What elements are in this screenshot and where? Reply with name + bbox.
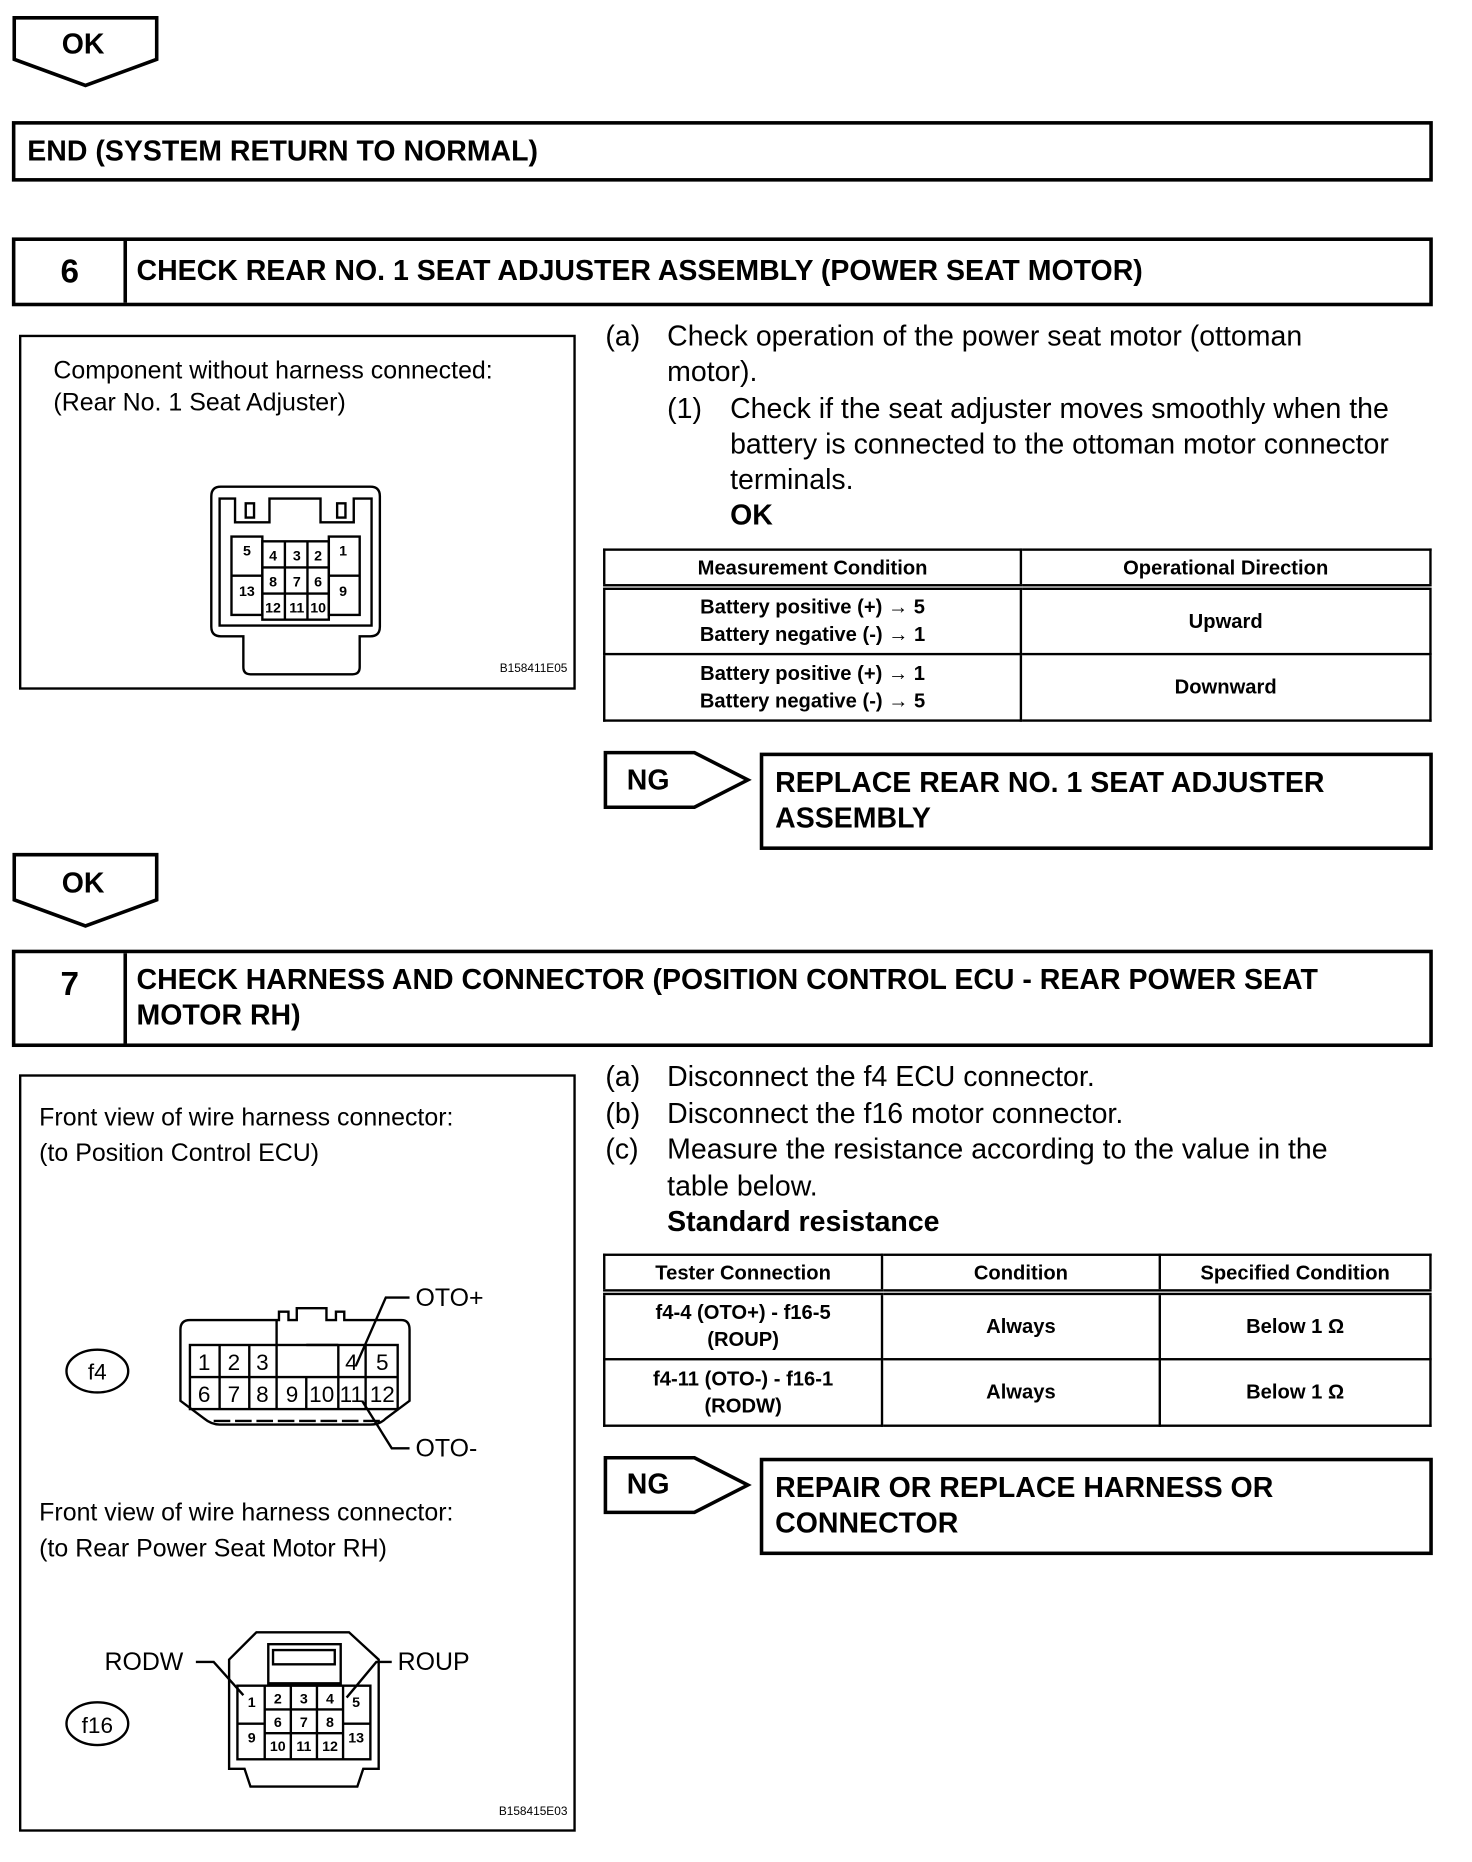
- pin-label: 5: [375, 1349, 389, 1375]
- column-header: Measurement Condition: [604, 550, 1021, 587]
- step-title: CHECK HARNESS AND CONNECTOR (POSITION CONTROL ECU - REAR POWER SEAT: [136, 963, 1318, 996]
- diagram-caption: Front view of wire harness connector:: [39, 1104, 454, 1132]
- ok-label-1: OK: [61, 28, 105, 61]
- condition-cell: Battery negative (-) → 5: [699, 689, 926, 712]
- instruction-line: Measure the resistance according to the value in the: [667, 1133, 1328, 1166]
- table-row: [604, 653, 1430, 719]
- condition-cell: Always: [882, 1292, 1160, 1358]
- pin-label: 12: [322, 1738, 338, 1755]
- pin-label: 4: [345, 1349, 358, 1375]
- instruction-line: terminals.: [730, 464, 854, 497]
- instruction-label: (a): [605, 320, 641, 353]
- ok-label-2: OK: [61, 867, 105, 900]
- ng-action-box: [760, 1458, 1433, 1555]
- pin-label: 4: [269, 548, 277, 565]
- instructions-7: [605, 1060, 1436, 1241]
- column-header: Operational Direction: [1021, 550, 1431, 587]
- pin-label: 5: [352, 1695, 361, 1712]
- spec-cell: Below 1 Ω: [1160, 1292, 1431, 1358]
- wire-label-roup: ROUP: [397, 1648, 470, 1677]
- table-row: [604, 1292, 1430, 1358]
- figure-code: B158411E05: [499, 660, 568, 675]
- standard-label: Standard resistance: [667, 1206, 940, 1239]
- condition-cell: Battery negative (-) → 1: [699, 623, 926, 647]
- condition-cell: Always: [882, 1359, 1160, 1425]
- pin-label: 7: [227, 1381, 241, 1407]
- direction-cell: Upward: [1021, 587, 1431, 653]
- diagram-caption: (Rear No. 1 Seat Adjuster): [53, 389, 346, 417]
- ng-label-7: NG: [626, 1468, 670, 1501]
- pin-label: 11: [339, 1381, 364, 1407]
- table-row: [604, 1359, 1430, 1425]
- direction-cell: Downward: [1021, 653, 1431, 719]
- spec-cell: Below 1 Ω: [1160, 1359, 1431, 1425]
- connection-cell: (ROUP): [707, 1328, 779, 1352]
- pin-label: 1: [247, 1695, 256, 1712]
- diagram-caption: (to Position Control ECU): [39, 1139, 320, 1167]
- connector-tag: f16: [81, 1713, 114, 1739]
- wire-label-rodw: RODW: [104, 1648, 184, 1677]
- diagram-caption: Component without harness connected:: [53, 357, 493, 385]
- pin-label: 7: [299, 1715, 308, 1732]
- pin-label: 2: [227, 1349, 241, 1375]
- pin-label: 4: [326, 1691, 334, 1708]
- pin-label: 11: [289, 600, 305, 617]
- operation-table: [603, 548, 1432, 721]
- step-number: 7: [60, 965, 80, 1002]
- pin-label: 9: [285, 1381, 299, 1407]
- pin-label: 12: [369, 1381, 395, 1407]
- instruction-text: [730, 392, 1442, 534]
- connection-cell: (RODW): [704, 1394, 782, 1417]
- pin-label: 12: [265, 600, 281, 617]
- instruction-line: Check if the seat adjuster moves smoothly when the: [730, 392, 1389, 425]
- instruction-label: (a): [605, 1061, 641, 1094]
- connection-cell: f4-4 (OTO+) - f16-5: [655, 1301, 831, 1324]
- pin-label: 13: [238, 583, 255, 600]
- pin-label: 10: [309, 1381, 335, 1407]
- pin-label: 1: [197, 1349, 211, 1375]
- end-box: [12, 121, 1433, 182]
- ng-label-6: NG: [626, 764, 670, 797]
- pin-label: 6: [197, 1381, 211, 1407]
- instruction-text: Disconnect the f4 ECU connector.: [667, 1061, 1095, 1094]
- pin-label: 3: [292, 548, 301, 565]
- pin-label: 3: [299, 1691, 308, 1708]
- condition-cell: Battery positive (+) → 1: [700, 661, 925, 685]
- step-title: CHECK REAR NO. 1 SEAT ADJUSTER ASSEMBLY (POWER SEAT MOTOR): [136, 255, 1143, 288]
- connection-cell: f4-11 (OTO-) - f16-1: [653, 1366, 834, 1390]
- instruction-line: battery is connected to the ottoman motor connector: [730, 428, 1389, 461]
- diagram-caption: (to Rear Power Seat Motor RH): [39, 1534, 387, 1563]
- column-header: Condition: [882, 1255, 1160, 1292]
- pin-label: 8: [269, 574, 277, 591]
- step-title: MOTOR RH): [136, 999, 301, 1032]
- figure-code: B158415E03: [498, 1804, 568, 1819]
- step-7-header: [12, 950, 1433, 1047]
- pin-label: 9: [247, 1730, 256, 1747]
- resistance-table: [603, 1254, 1432, 1427]
- wire-label-oto-plus: OTO+: [415, 1283, 484, 1312]
- instruction-label: (b): [605, 1097, 641, 1130]
- column-header: Specified Condition: [1160, 1255, 1431, 1292]
- pin-label: 10: [269, 1738, 286, 1755]
- ng-action-text: CONNECTOR: [775, 1507, 959, 1540]
- column-header: Tester Connection: [604, 1255, 882, 1292]
- pin-label: 6: [314, 574, 323, 591]
- condition-cell: Battery positive (+) → 5: [700, 596, 925, 619]
- connector-tag: f4: [87, 1359, 107, 1385]
- diagram-caption: Front view of wire harness connector:: [39, 1499, 454, 1527]
- table-row: [604, 587, 1430, 653]
- pin-label: 13: [348, 1730, 365, 1747]
- instruction-text: Disconnect the f16 motor connector.: [667, 1097, 1124, 1130]
- pin-label: 2: [273, 1691, 282, 1708]
- connector-diagram-harness: [19, 1074, 576, 1831]
- instruction-label: (1): [667, 392, 702, 425]
- step-number: 6: [60, 252, 80, 290]
- ng-action-text: REPLACE REAR NO. 1 SEAT ADJUSTER: [775, 766, 1325, 799]
- instruction-line: Check operation of the power seat motor (ottoman: [667, 320, 1303, 353]
- pin-label: 5: [242, 543, 251, 560]
- instruction-line: motor).: [667, 356, 758, 389]
- result-label: OK: [730, 499, 773, 532]
- pin-label: 8: [256, 1381, 269, 1407]
- instruction-text: [667, 319, 1427, 390]
- ng-action-text: REPAIR OR REPLACE HARNESS OR: [775, 1472, 1274, 1505]
- pin-label: 9: [339, 583, 348, 600]
- pin-label: 7: [292, 574, 301, 591]
- pin-label: 11: [296, 1738, 312, 1755]
- pin-label: 1: [339, 543, 348, 560]
- connector-diagram-seat-adjuster: [19, 335, 576, 690]
- wire-label-oto-minus: OTO-: [415, 1434, 478, 1463]
- step-6-header: [12, 237, 1433, 306]
- ng-action-box: [760, 753, 1433, 850]
- end-box-text: END (SYSTEM RETURN TO NORMAL): [27, 135, 539, 168]
- ng-action-text: ASSEMBLY: [775, 802, 931, 835]
- instruction-label: (c): [605, 1133, 639, 1166]
- pin-label: 10: [310, 600, 327, 617]
- pin-label: 2: [314, 548, 323, 565]
- pin-label: 6: [273, 1715, 282, 1732]
- pin-label: 8: [326, 1715, 334, 1732]
- pin-label: 3: [256, 1349, 269, 1375]
- instruction-line: table below.: [667, 1169, 818, 1202]
